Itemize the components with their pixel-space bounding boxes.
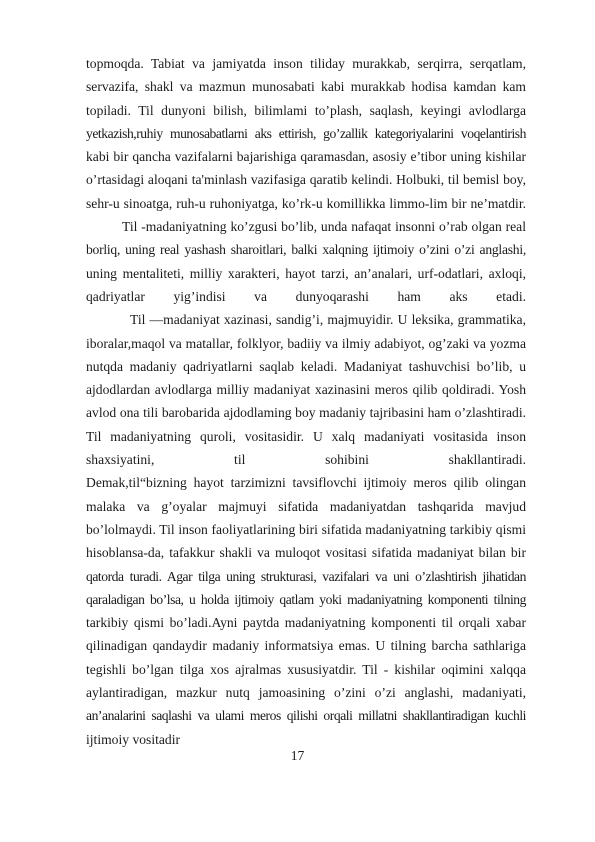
text-line-4: yetkazish,ruhiy munosabatlarni aks ettirish, go’zallik kategoriyalarini voqelantirish	[86, 125, 526, 141]
text-line-11: qadriyatlar yig’indisi va dunyoqarashi ham aks etadi.	[86, 288, 526, 304]
text-line-10: uning mentaliteti, milliy xarakteri, hayot tarzi, an’analari, urf-odatlari, axloqi,	[86, 265, 526, 281]
text-line-28: aylantiradigan, mazkur nutq jamoasining o’zini o’zi anglashi, madaniyati,	[86, 685, 526, 701]
text-line-13: iboralar,maqol va matallar, folklyor, badiiy va ilmiy adabiyot, og’zaki va yozma	[86, 335, 526, 351]
text-line-12: Til —madaniyat xazinasi, sandig’i, majmuyidir. U leksika, grammatika,	[130, 312, 526, 328]
text-line-22: hisoblansa-da, tafakkur shakli va muloqot vositasi sifatida madaniyat bilan bir	[86, 545, 526, 561]
text-line-24: qaraladigan bo’lsa, u holda ijtimoiy qatlam yoki madaniyatning komponenti tilning	[86, 591, 526, 607]
text-line-30: ijtimoiy vositadir	[86, 731, 181, 747]
text-line-29: an’analarini saqlashi va ulami meros qilishi orqali millatni shakllantiradigan kuchli	[86, 708, 526, 724]
body-text	[86, 52, 526, 751]
text-line-25: tarkibiy qismi bo’ladi.Ayni paytda madaniyatning komponenti til orqali xabar	[86, 615, 526, 631]
text-line-17: Til madaniyatning quroli, vositasidir. U xalq madaniyati vositasida inson	[86, 428, 526, 444]
text-line-7: sehr-u sinoatga, ruh-u ruhoniyatga, ko’rk-u komillikka limmo-lim bir ne’matdir.	[86, 195, 526, 211]
text-line-14: nutqda madaniy qadriyatlarni saqlab keladi. Madaniyat tashuvchisi bo’lib, u	[86, 358, 526, 374]
text-line-18: shaxsiyatini, til sohibini shakllantiradi.	[86, 452, 526, 468]
text-line-9: borliq, uning real yashash sharoitlari, balki xalqning ijtimoiy o’zini o’zi anglashi,	[86, 242, 526, 258]
text-line-26: qilinadigan qandaydir madaniy informatsiya emas. U tilning barcha sathlariga	[86, 638, 526, 654]
text-line-15: ajdodlardan avlodlarga milliy madaniyat xazinasini meros qilib qoldiradi. Yosh	[86, 382, 526, 398]
text-line-21: bo’lolmaydi. Til inson faoliyatlarining biri sifatida madaniyatning tarkibiy qismi	[86, 521, 526, 537]
text-line-19: Demak,til“bizning hayot tarzimizni tavsiflovchi ijtimoiy meros qilib olingan	[86, 475, 526, 491]
text-line-1: topmoqda. Tabiat va jamiyatda inson tiliday murakkab, serqirra, serqatlam,	[86, 56, 526, 71]
text-line-3: topiladi. Til dunyoni bilish, bilimlami to’plash, saqlash, keyingi avlodlarga	[86, 102, 526, 118]
page-number: 17	[290, 748, 305, 763]
text-line-6: o’rtasidagi aloqani ta'minlash vazifasiga qaratib kelindi. Holbuki, til bemisl boy,	[86, 172, 526, 188]
text-line-27: tegishli bo’lgan tilga xos ajralmas xususiyatdir. Til - kishilar oqimini xalqqa	[86, 661, 526, 677]
text-line-16: avlod ona tili barobarida ajdodlaming boy madaniy tajribasini ham o’zlashtiradi.	[86, 405, 526, 421]
text-line-23: qatorda turadi. Agar tilga uning strukturasi, vazifalari va uni o’zlashtirish jihatidan	[86, 568, 526, 584]
text-line-20: malaka va g’oyalar majmuyi sifatida madaniyatdan tashqarida mavjud	[86, 498, 526, 514]
text-line-8: Til -madaniyatning ko’zgusi bo’lib, unda nafaqat insonni o’rab olgan real	[122, 219, 526, 235]
text-line-5: kabi bir qancha vazifalarni bajarishiga qaramasdan, asosiy e’tibor uning kishilar	[86, 149, 526, 165]
text-line-2: servazifa, shakl va mazmun munosabati kabi murakkab hodisa kamdan kam	[86, 79, 526, 95]
